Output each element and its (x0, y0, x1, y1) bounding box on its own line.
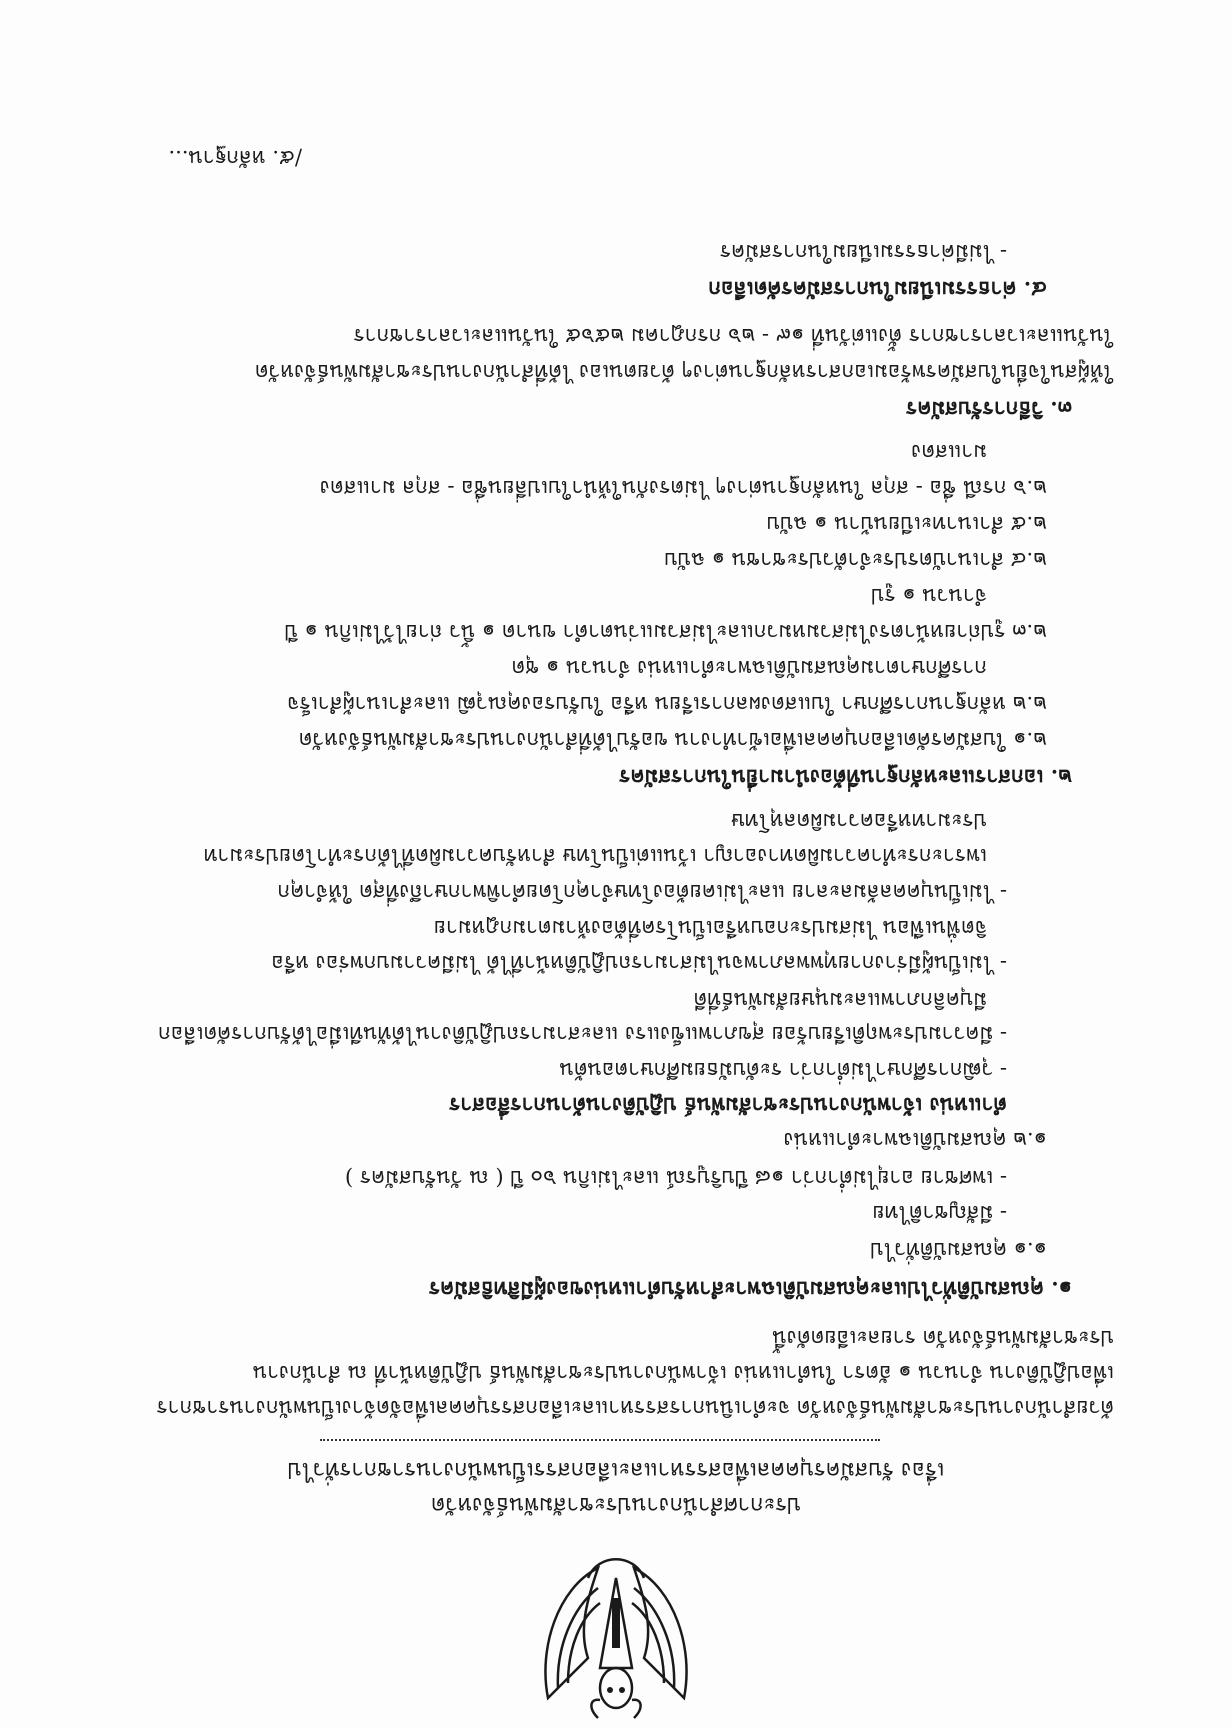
s2-item-5: จำนวน ๑ รูป (871, 584, 987, 608)
s1-2-item-1: - วุฒิการศึกษาไม่ต่ำกว่า ระดับมัธยมศึกษาตอนต้น (559, 1058, 1007, 1082)
s3-item-2: ในวันและเวลาราชการ ตั้งแต่วันที่ ๑๙ - ๒๖ กรกฎาคม ๒๕๖๕ ในวันและเวลาราชการ (353, 324, 1114, 348)
s4-item-1: - ไม่มีค่าธรรมเนียมในการสมัคร (719, 240, 1007, 264)
subject-line: เรื่อง รับสมัครบุคคลเพื่อสรรหาและเลือกสรรเป็นพนักงานราชการทั่วไป (287, 1457, 945, 1482)
s1-2-subtitle: ตำแหน่ง เจ้าพนักงานประชาสัมพันธ์ ปฏิบัติงานด้านการสื่อสาร (449, 1093, 1007, 1118)
org-title: ประกาศสำนักงานประชาสัมพันธ์จังหวัด (430, 1492, 802, 1517)
s2-item-1: ๒.๑ ใบสมัครคัดเลือกบุคคลเพื่อเข้าทำงาน ขอรับได้ที่สำนักงานประชาสัมพันธ์จังหวัด (298, 728, 1047, 752)
s1-2-item-8: ประมาทหรือความผิดลหุโทษ (730, 809, 987, 833)
s1-1-item-1: - มีสัญชาติไทย (872, 1201, 1007, 1225)
intro-line-1: ด้วยสำนักงานประชาสัมพันธ์จังหวัด จะดำเนินการสรรหาและเลือกสรรบุคคลเพื่อจัดจ้างเป็นพนักงานราชการ (156, 1396, 1114, 1420)
intro-line-2: เพื่อปฏิบัติงาน จำนวน ๑ อัตรา ในตำแหน่ง เจ้าพนักงานประชาสัมพันธ์ ปฏิบัติหน้าที่ ณ สำนักงาน (252, 1361, 1114, 1385)
s1-2-item-3: มีบุคลิกภาพและมนุษยสัมพันธ์ที่ดี (693, 988, 987, 1012)
section-4-title: ๔. ค่าธรรมเนียมในการสมัครคัดเลือก (708, 277, 1047, 302)
section-2-title: ๒. เอกสารและหลักฐานที่ต้องนำมายื่นในการสมัคร (619, 765, 1072, 790)
s2-item-4: ๒.๓ รูปถ่ายหน้าตรงไม่สวมหมวกและไม่สวมแว่นตาดำ ขนาด ๑ นิ้ว ถ่ายไว้ไม่เกิน ๑ ปี (284, 620, 1047, 644)
section-3-title: ๓. วิธีการรับสมัคร (906, 397, 1072, 422)
separator-line (320, 1439, 880, 1441)
s2-item-9: มาแสดง (911, 440, 987, 464)
s3-item-1: ให้ผู้สนใจยื่นใบสมัครพร้อมเอกสารหลักฐานต่างๆ ด้วยตนเอง ได้ที่สำนักงานประชาสัมพันธ์จังหวัด (254, 360, 1114, 384)
s2-item-2: ๒.๒ หลักฐานการศึกษา ใบแสดงผลการเรียน หรือ ใบรับรองคุณวุฒิ และสำเนาผู้สำเร็จ (287, 692, 1047, 716)
s1-2-item-4: - ไม่เป็นผู้มีร่างกายทุพพลภาพจนไม่สามารถปฏิบัติหน้าที่ได้ ไม่มีความบกพร่อง หรือ (271, 951, 1007, 975)
continuation-marker: /๕. หลักฐาน... (168, 146, 302, 170)
s1-2-item-6: - ไม่เป็นบุคคลล้มละลาย และไม่เคยต้องโทษจำคุกโดยคำพิพากษาถึงที่สุด ให้จำคุก (277, 880, 1007, 904)
s2-item-6: ๒.๔ สำเนาบัตรประจำตัวประชาชน ๑ ฉบับ (664, 548, 1047, 572)
section-1-2-title: ๑.๒ คุณสมบัติเฉพาะตำแหน่ง (783, 1128, 1047, 1152)
s2-item-3: การศึกษาตามคุณสมบัติเฉพาะตำแหน่ง จำนวน ๑ ชุด (511, 656, 987, 680)
s1-1-item-2: - เพศชาย อายุไม่ต่ำกว่า ๑๘ ปีบริบูรณ์ และไม่เกิน ๖๐ ปี ( ณ วันรับสมัคร ) (344, 1166, 1007, 1190)
s1-2-item-7: เพราะกระทำความผิดทางอาญา เว้นแต่เป็นโทษ สำหรับความผิดที่ได้กระทำโดยประมาท (203, 844, 987, 868)
s2-item-8: ๒.๖ กรณี ชื่อ - สกุล ในหลักฐานต่างๆ ไม่ตรงกันให้นำใบเปลี่ยนชื่อ - สกุล มาแสดง (319, 476, 1047, 500)
s1-2-item-5: จิตฟั่นเฟือน ไม่สมประกอบหรือเป็นโรคที่ต้องห้ามตามกฎหมาย (433, 916, 987, 940)
section-1-1-title: ๑.๑ คุณสมบัติทั่วไป (870, 1238, 1047, 1262)
intro-line-3: ประชาสัมพันธ์จังหวัด รายละเอียดดังนี้ (772, 1326, 1114, 1350)
s1-2-item-2: - มีความประพฤติเรียบร้อย สุขภาพแข็งแรง และสามารถปฏิบัติงานได้ทันทีเมื่อได้รับการคัดเลือก (158, 1022, 1007, 1046)
s2-item-7: ๒.๕ สำเนาทะเบียนบ้าน ๑ ฉบับ (766, 512, 1047, 536)
section-1-title: ๑. คุณสมบัติทั่วไปและคุณสมบัติเฉพาะสำหรับตำแหน่งของผู้มีสิทธิสมัคร (428, 1277, 1072, 1302)
garuda-emblem-icon (528, 1548, 704, 1728)
